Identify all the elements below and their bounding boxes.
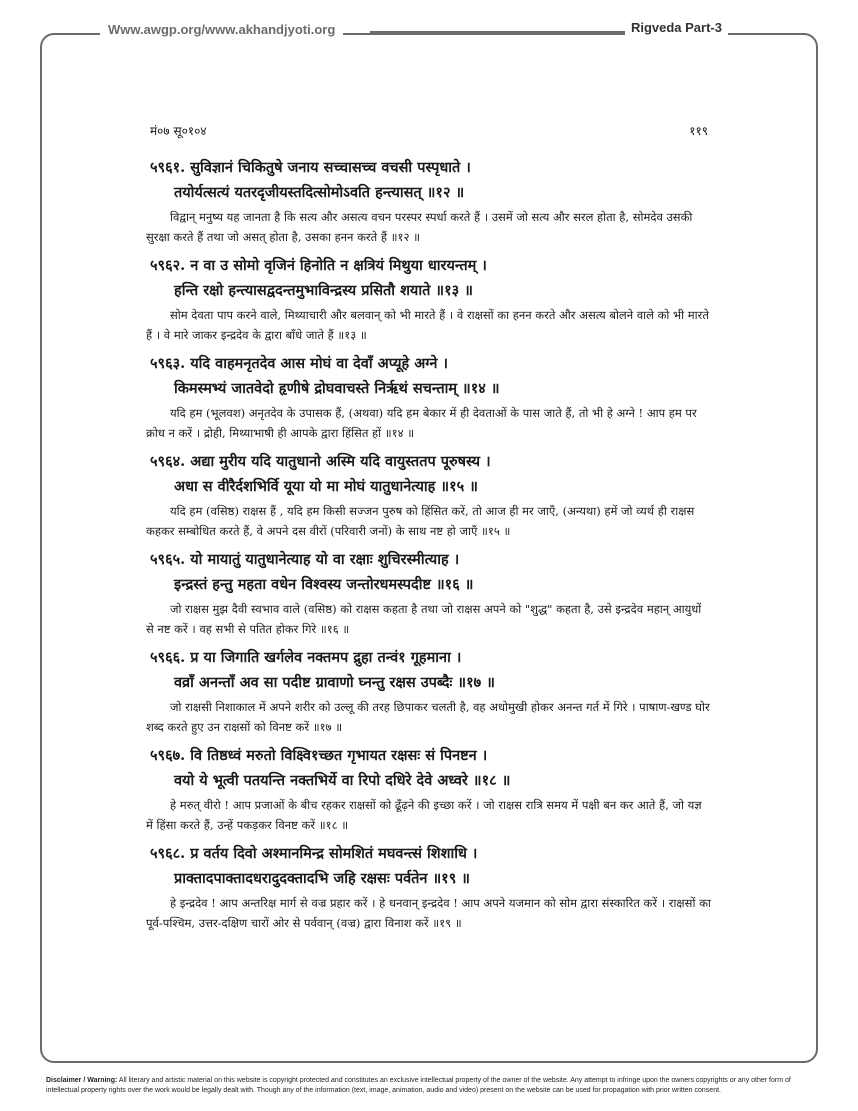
verse-5966	[146, 645, 712, 737]
header-url[interactable]: Www.awgp.org/www.akhandjyoti.org	[100, 22, 343, 37]
verse-5962	[146, 253, 712, 345]
verse-translation: विद्वान् मनुष्य यह जानता है कि सत्य और असत्य वचन परस्पर स्पर्धा करते हैं । उसमें जो सत्य और सरल होता है, सोमदेव उसकी सुरक्षा करते हैं तथा जो असत् होता है, उसका हनन करते हैं ॥१२ ॥	[146, 210, 693, 244]
disclaimer	[46, 1076, 821, 1096]
verse-line-2: वव्राँ अनन्ताँ अव सा पदीष्ट ग्रावाणो घ्नन्तु रक्षस उपब्दैः ॥१७ ॥	[174, 674, 495, 691]
verse-5965	[146, 547, 712, 639]
verse-5961	[146, 155, 712, 247]
verse-line-2: प्राक्तादपाक्तादधरादुदक्तादभि जहि रक्षसः पर्वतेन ॥१९ ॥	[174, 870, 470, 887]
verse-5963	[146, 351, 712, 443]
verse-line-2: इन्द्रस्तं हन्तु महता वधेन विश्वस्य जन्तोरधमस्पदीष्ट ॥१६ ॥	[174, 576, 474, 593]
verse-line-1: ५९६५. यो मायातुं यातुधानेत्याह यो वा रक्षाः शुचिरस्मीत्याह ।	[150, 551, 460, 568]
verse-line-2: किमस्मभ्यं जातवेदो हृणीषे द्रोघवाचस्ते निर्ऋथं सचन्ताम् ॥१४ ॥	[174, 380, 500, 397]
verse-translation: जो राक्षस मुझ दैवी स्वभाव वाले (वसिष्ठ) को राक्षस कहता है तथा जो राक्षस अपने को "शुद्ध" कहता है, उसे इन्द्रदेव महान् आयुधों से नष्ट करें । वह सभी से पतित होकर गिरे ॥१६ ॥	[146, 602, 702, 636]
verse-line-1: ५९६७. वि तिष्ठध्वं मरुतो विक्ष्वि१च्छत गृभायत रक्षसः सं पिनष्टन ।	[150, 747, 488, 764]
page-number: ११९	[689, 124, 708, 138]
verse-line-1: ५९६३. यदि वाहमनृतदेव आस मोघं वा देवाँ अप्यूहे अग्ने ।	[150, 355, 448, 372]
header-title: Rigveda Part-3	[625, 20, 728, 35]
verse-5968	[146, 841, 712, 933]
verse-line-2: वयो ये भूत्वी पतयन्ति नक्तभिर्ये वा रिपो दधिरे देवे अध्वरे ॥१८ ॥	[174, 772, 511, 789]
mandala-sukta-reference: मं०७ सू०१०४	[150, 124, 207, 138]
verse-translation: हे इन्द्रदेव ! आप अन्तरिक्ष मार्ग से वज्र प्रहार करें । हे धनवान् इन्द्रदेव ! आप अपने यजमान को सोम द्वारा संस्कारित करें । राक्षसों का पूर्व-पश्चिम, उत्तर-दक्षिण चारों ओर से पर्ववान् (वज्र) द्वारा विनाश करें ॥१९ ॥	[146, 896, 711, 930]
verse-translation: जो राक्षसी निशाकाल में अपने शरीर को उल्लू की तरह छिपाकर चलती है, वह अधोमुखी होकर अनन्त गर्त में गिरे । पाषाण-खण्ड घोर शब्द करते हुए उन राक्षसों को विनष्ट करें ॥१७ ॥	[146, 700, 710, 734]
verse-line-2: तयोर्यत्सत्यं यतरदृजीयस्तदित्सोमोऽवति हन्त्यासत् ॥१२ ॥	[174, 184, 465, 201]
verse-translation: यदि हम (भूलवश) अनृतदेव के उपासक हैं, (अथवा) यदि हम बेकार में ही देवताओं के पास जाते हैं, तो भी हे अग्ने ! आप हम पर क्रोध न करें । द्रोही, मिथ्याभाषी ही आपके द्वारा हिंसित हों ॥१४ ॥	[146, 406, 697, 440]
verse-5967	[146, 743, 712, 835]
verse-line-1: ५९६८. प्र वर्तय दिवो अश्मानमिन्द्र सोमशितं मघवन्त्सं शिशाधि ।	[150, 845, 478, 862]
verse-line-2: हन्ति रक्षो हन्त्यासद्वदन्तमुभाविन्द्रस्य प्रसितौ शयाते ॥१३ ॥	[174, 282, 473, 299]
verse-5964	[146, 449, 712, 541]
disclaimer-label: Disclaimer / Warning:	[46, 1077, 118, 1084]
verse-line-1: ५९६१. सुविज्ञानं चिकितुषे जनाय सच्चासच्च वचसी पस्पृधाते ।	[150, 159, 471, 176]
disclaimer-text: All literary and artistic material on this website is copyright protected and constitutes an exclusive intellectual property of the owner of the website. Any attempt to infringe upon the owners copyrights or any other form of intellectual property rights over the work would be legally dealt with. Though any of the information (text, image, animation, audio and video) present on the website can be used for propagation with prior written consent.	[46, 1077, 791, 1094]
verse-translation: हे मरुत् वीरो ! आप प्रजाओं के बीच रहकर राक्षसों को ढूँढ़ने की इच्छा करें । जो राक्षस रात्रि समय में पक्षी बन कर आते हैं, जो यज्ञ में हिंसा करते हैं, उन्हें पकड़कर विनष्ट करें ॥१८ ॥	[146, 798, 702, 832]
verse-line-1: ५९६४. अद्या मुरीय यदि यातुधानो अस्मि यदि वायुस्ततप पूरुषस्य ।	[150, 453, 491, 470]
verse-line-1: ५९६६. प्र या जिगाति खर्गलेव नक्तमप द्रुहा तन्वं१ गूहमाना ।	[150, 649, 462, 666]
verse-list	[146, 155, 712, 939]
verse-line-1: ५९६२. न वा उ सोमो वृजिनं हिनोति न क्षत्रियं मिथुया धारयन्तम् ।	[150, 257, 487, 274]
verse-translation: सोम देवता पाप करने वाले, मिथ्याचारी और बलवान् को भी मारते हैं । वे राक्षसों का हनन करते और असत्य बोलने वाले को भी मारते हैं । वे मारे जाकर इन्द्रदेव के द्वारा बाँधे जाते हैं ॥१३ ॥	[146, 308, 709, 342]
verse-translation: यदि हम (वसिष्ठ) राक्षस हैं , यदि हम किसी सज्जन पुरुष को हिंसित करें, तो आज ही मर जाएँ, (अन्यथा) हमें जो व्यर्थ ही राक्षस कहकर सम्बोधित करते हैं, वे अपने दस वीरों (परिवारी जनों) के साथ नष्ट हो जाएँ ॥१५ ॥	[146, 504, 695, 538]
verse-line-2: अधा स वीरैर्दशभिर्वि यूया यो मा मोघं यातुधानेत्याह ॥१५ ॥	[174, 478, 478, 495]
